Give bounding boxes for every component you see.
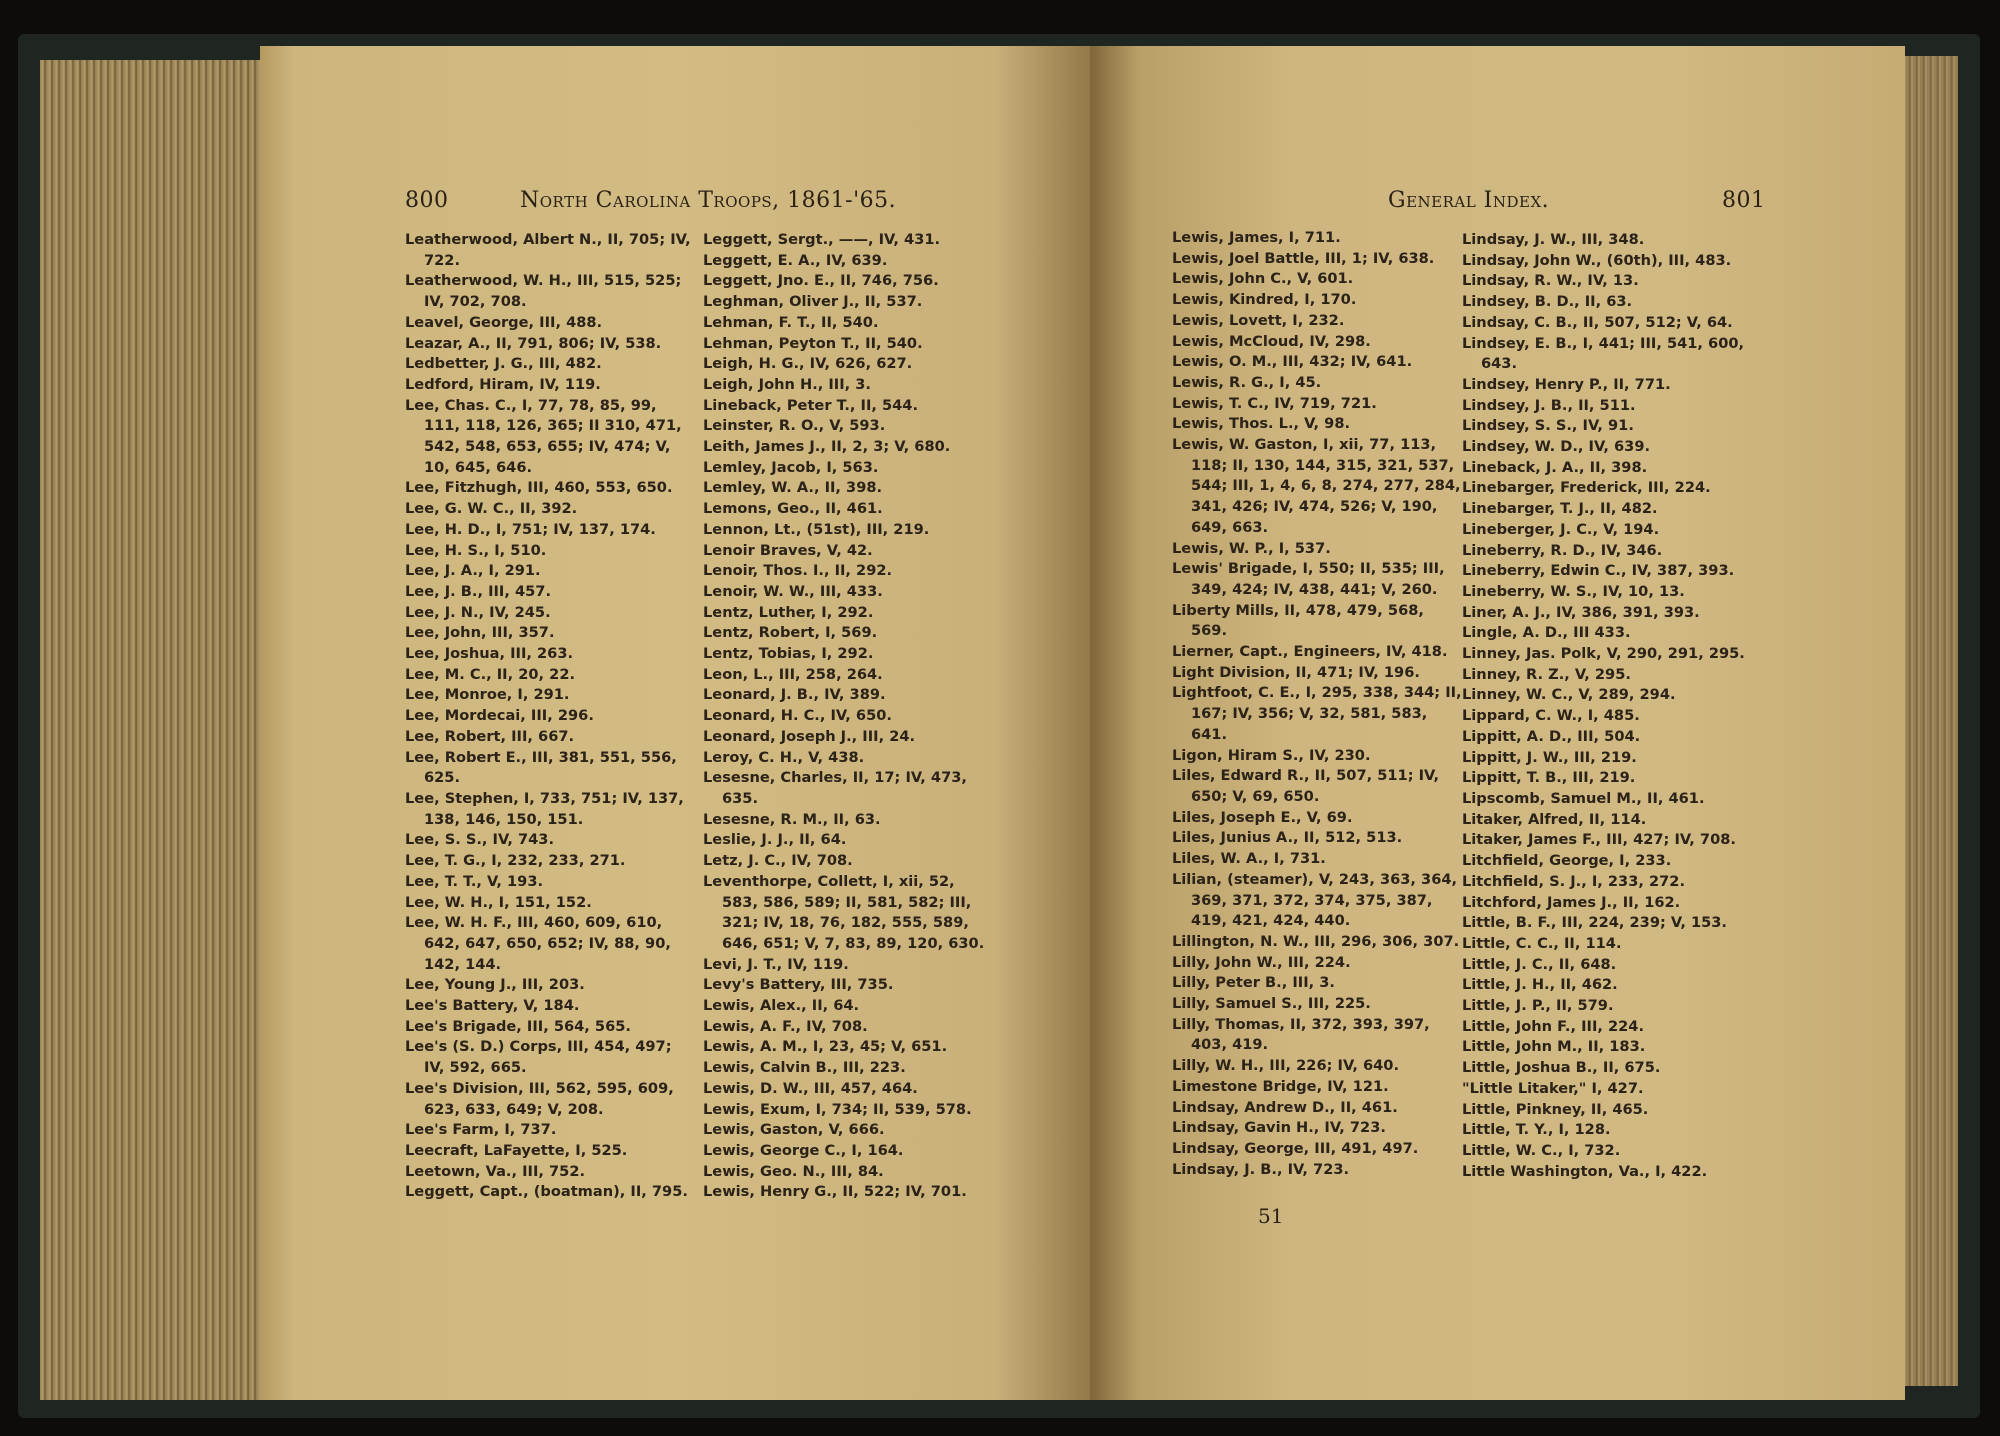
index-entry: Litaker, James F., III, 427; IV, 708. [1462,831,1736,849]
index-entry: Lewis, John C., V, 601. [1172,270,1354,288]
index-entry: Lindsay, Andrew D., II, 461. [1172,1098,1398,1116]
index-entry: Lindsay, Gavin H., IV, 723. [1172,1119,1386,1137]
index-entry: Lentz, Luther, I, 292. [703,603,874,621]
index-entry: Lilly, W. H., III, 226; IV, 640. [1172,1057,1399,1075]
index-entry: Lee, H. S., I, 510. [405,541,547,559]
index-entry: Liles, Edward R., II, 507, 511; IV, 650; V, 69, 650. [1172,767,1439,805]
index-entry: Little, B. F., III, 224, 239; V, 153. [1462,914,1727,932]
right-page-column-1 [1172,228,1462,1180]
index-entry: Lee, Joshua, III, 263. [405,645,574,663]
index-entry: Lewis, Thos. L., V, 98. [1172,415,1351,433]
index-entry: Leonard, H. C., IV, 650. [703,707,892,725]
left-page-number: 800 [405,188,449,213]
index-entry: Leggett, E. A., IV, 639. [703,251,888,269]
index-entry: Lewis, Geo. N., III, 84. [703,1162,884,1180]
index-entry: Levy's Battery, III, 735. [703,976,894,994]
index-entry: Leecraft, LaFayette, I, 525. [405,1141,628,1159]
index-entry: Lindsay, J. B., IV, 723. [1172,1160,1350,1178]
index-entry: Linney, Jas. Polk, V, 290, 291, 295. [1462,645,1745,663]
index-entry: "Little Litaker," I, 427. [1462,1079,1644,1097]
index-entry: Lee, J. A., I, 291. [405,562,541,580]
index-entry: Lee, John, III, 357. [405,624,555,642]
left-page-column-1 [405,230,695,1203]
index-entry: Little, T. Y., I, 128. [1462,1121,1611,1139]
index-entry: Lilian, (steamer), V, 243, 363, 364, 369, 371, 372, 374, 375, 387, 419, 421, 424, 440. [1172,870,1458,930]
index-entry: Lewis, W. P., I, 537. [1172,539,1331,557]
index-entry: Lindsay, John W., (60th), III, 483. [1462,251,1732,269]
index-entry: Little, Joshua B., II, 675. [1462,1059,1661,1077]
index-entry: Letz, J. C., IV, 708. [703,852,853,870]
index-entry: Little, J. P., II, 579. [1462,997,1614,1015]
index-entry: Lillington, N. W., III, 296, 306, 307. [1172,932,1460,950]
index-entry: Lewis, Joel Battle, III, 1; IV, 638. [1172,249,1435,267]
index-entry: Lee, H. D., I, 751; IV, 137, 174. [405,520,656,538]
index-entry: Little, J. C., II, 648. [1462,955,1617,973]
index-entry: Lingle, A. D., III 433. [1462,624,1631,642]
index-entry: Little, Pinkney, II, 465. [1462,1100,1649,1118]
index-entry: Linebarger, Frederick, III, 224. [1462,479,1711,497]
index-entry: Lemley, W. A., II, 398. [703,479,883,497]
index-entry: Lehman, Peyton T., II, 540. [703,334,923,352]
index-entry: Lewis, George C., I, 164. [703,1141,904,1159]
index-entry: Lewis, Alex., II, 64. [703,997,860,1015]
index-entry: Lemons, Geo., II, 461. [703,500,883,518]
index-entry: Leith, James J., II, 2, 3; V, 680. [703,438,951,456]
index-entry: Lenoir, Thos. I., II, 292. [703,562,893,580]
index-entry: Ledford, Hiram, IV, 119. [405,375,601,393]
index-entry: Lindsay, J. W., III, 348. [1462,231,1645,248]
index-entry: Lee's Farm, I, 737. [405,1121,557,1139]
index-entry: Little, John F., III, 224. [1462,1017,1645,1035]
index-entry: Leroy, C. H., V, 438. [703,748,865,766]
index-entry: Lee, J. N., IV, 245. [405,603,551,621]
index-entry: Lewis, D. W., III, 457, 464. [703,1079,918,1097]
index-entry: Lee, G. W. C., II, 392. [405,500,578,518]
index-entry: Linney, W. C., V, 289, 294. [1462,686,1676,704]
index-entry: Lee, Fitzhugh, III, 460, 553, 650. [405,479,673,497]
index-entry: Lindsay, C. B., II, 507, 512; V, 64. [1462,313,1733,331]
index-entry: Lesesne, Charles, II, 17; IV, 473, 635. [703,769,967,807]
index-entry: Lineberry, W. S., IV, 10, 13. [1462,582,1685,600]
right-running-title: General Index. [1388,188,1550,213]
index-entry: Lineberry, R. D., IV, 346. [1462,541,1663,559]
index-entry: Lewis, Lovett, I, 232. [1172,311,1345,329]
index-entry: Leigh, H. G., IV, 626, 627. [703,355,913,373]
index-entry: Lippard, C. W., I, 485. [1462,707,1640,725]
index-entry: Lewis, Gaston, V, 666. [703,1121,885,1139]
index-entry: Lineback, J. A., II, 398. [1462,458,1648,476]
index-entry: Lewis, W. Gaston, I, xii, 77, 113, 118; II, 130, 144, 315, 321, 537, 544; III, 1, 4, 6, 8, 274, 277, 284, 341, 426; IV, 474, 526; V, 190, 649, 663. [1172,436,1461,536]
index-entry: Lipscomb, Samuel M., II, 461. [1462,789,1705,807]
index-entry: Lentz, Tobias, I, 292. [703,645,874,663]
index-entry: Liles, Junius A., II, 512, 513. [1172,829,1403,847]
index-entry: Lindsey, E. B., I, 441; III, 541, 600, 643. [1462,334,1745,373]
left-page-edges [40,60,262,1400]
index-entry: Lilly, John W., III, 224. [1172,953,1351,971]
index-entry: Liberty Mills, II, 478, 479, 568, 569. [1172,601,1424,640]
index-entry: Lindsay, R. W., IV, 13. [1462,272,1639,290]
index-entry: Little, W. C., I, 732. [1462,1141,1621,1159]
right-page-column-2 [1462,230,1752,1182]
index-entry: Little Washington, Va., I, 422. [1462,1162,1708,1180]
index-entry: Lewis, Exum, I, 734; II, 539, 578. [703,1100,972,1118]
index-entry: Lindsey, B. D., II, 63. [1462,293,1633,311]
index-entry: Lightfoot, C. E., I, 295, 338, 344; II, 167; IV, 356; V, 32, 581, 583, 641. [1172,684,1462,743]
index-entry: Lewis, Calvin B., III, 223. [703,1059,906,1077]
index-entry: Lewis, Kindred, I, 170. [1172,291,1357,309]
right-page-edges [1900,56,1958,1386]
index-entry: Leatherwood, W. H., III, 515, 525; IV, 702, 708. [405,272,682,311]
index-entry: Lee, Stephen, I, 733, 751; IV, 137, 138, 146, 150, 151. [405,789,684,828]
index-entry: Lenoir Braves, V, 42. [703,541,873,559]
index-entry: Levi, J. T., IV, 119. [703,955,849,973]
index-entry: Lippitt, A. D., III, 504. [1462,727,1641,745]
index-entry: Leslie, J. J., II, 64. [703,831,847,849]
index-entry: Leigh, John H., III, 3. [703,375,871,393]
index-entry: Lee, Young J., III, 203. [405,976,585,994]
index-entry: Litchford, James J., II, 162. [1462,893,1681,911]
index-entry: Lee's (S. D.) Corps, III, 454, 497; IV, 592, 665. [405,1038,672,1077]
index-entry: Leggett, Sergt., ——, IV, 431. [703,231,941,248]
index-entry: Ledbetter, J. G., III, 482. [405,355,602,373]
index-entry: Lee, W. H. F., III, 460, 609, 610, 642, 647, 650, 652; IV, 88, 90, 142, 144. [405,914,671,973]
index-entry: Lee, S. S., IV, 743. [405,831,555,849]
index-entry: Lee, W. H., I, 151, 152. [405,893,592,911]
index-entry: Liles, Joseph E., V, 69. [1172,808,1353,826]
index-entry: Lewis, A. M., I, 23, 45; V, 651. [703,1038,948,1056]
index-entry: Leetown, Va., III, 752. [405,1162,586,1180]
index-entry: Lee's Division, III, 562, 595, 609, 623, 633, 649; V, 208. [405,1079,674,1118]
left-running-title: North Carolina Troops, 1861-'65. [520,188,897,213]
index-entry: Lewis, T. C., IV, 719, 721. [1172,394,1377,412]
index-entry: Linney, R. Z., V, 295. [1462,665,1631,683]
index-entry: Litchfield, S. J., I, 233, 272. [1462,872,1685,890]
index-entry: Lemley, Jacob, I, 563. [703,458,879,476]
index-entry: Lewis, R. G., I, 45. [1172,373,1322,391]
index-entry: Little, C. C., II, 114. [1462,934,1622,952]
index-entry: Lippitt, J. W., III, 219. [1462,748,1637,766]
index-entry: Little, John M., II, 183. [1462,1038,1646,1056]
index-entry: Lippitt, T. B., III, 219. [1462,769,1636,787]
index-entry: Lee, M. C., II, 20, 22. [405,665,576,683]
index-entry: Lindsey, J. B., II, 511. [1462,396,1636,414]
index-entry: Leonard, Joseph J., III, 24. [703,727,916,745]
index-entry: Lierner, Capt., Engineers, IV, 418. [1172,643,1448,661]
index-entry: Leventhorpe, Collett, I, xii, 52, 583, 586, 589; II, 581, 582; III, 321; IV, 18, 76, 182, 555, 589, 646, 651; V, 7, 83, 89, 120, 630. [703,872,985,952]
index-entry: Leghman, Oliver J., II, 537. [703,293,923,311]
index-entry: Lewis, McCloud, IV, 298. [1172,332,1371,350]
index-entry: Lewis, A. F., IV, 708. [703,1017,868,1035]
index-entry: Leon, L., III, 258, 264. [703,665,883,683]
index-entry: Linebarger, T. J., II, 482. [1462,500,1658,518]
index-entry: Lehman, F. T., II, 540. [703,313,879,331]
index-entry: Lewis, O. M., III, 432; IV, 641. [1172,353,1413,371]
index-entry: Leggett, Jno. E., II, 746, 756. [703,272,939,290]
index-entry: Lineberry, Edwin C., IV, 387, 393. [1462,562,1735,580]
index-entry: Lindsey, W. D., IV, 639. [1462,438,1651,456]
index-entry: Lewis, Henry G., II, 522; IV, 701. [703,1183,967,1201]
index-entry: Lineberger, J. C., V, 194. [1462,520,1660,538]
index-entry: Limestone Bridge, IV, 121. [1172,1077,1389,1095]
index-entry: Lindsey, S. S., IV, 91. [1462,417,1634,435]
right-page-number: 801 [1722,188,1766,213]
signature-mark: 51 [1258,1204,1284,1228]
index-entry: Lee, J. B., III, 457. [405,582,551,600]
index-entry: Lindsay, George, III, 491, 497. [1172,1139,1419,1157]
index-entry: Litchfield, George, I, 233. [1462,852,1672,870]
index-entry: Leggett, Capt., (boatman), II, 795. [405,1183,688,1201]
left-page-column-2 [703,230,993,1203]
index-entry: Lee, Chas. C., I, 77, 78, 85, 99, 111, 118, 126, 365; II 310, 471, 542, 548, 653, 655; IV, 474; V, 10, 645, 646. [405,396,682,476]
index-entry: Leonard, J. B., IV, 389. [703,686,886,704]
index-entry: Light Division, II, 471; IV, 196. [1172,663,1420,681]
index-entry: Lineback, Peter T., II, 544. [703,396,919,414]
index-entry: Leatherwood, Albert N., II, 705; IV, 722. [405,231,691,269]
index-entry: Lesesne, R. M., II, 63. [703,810,881,828]
index-entry: Leinster, R. O., V, 593. [703,417,886,435]
index-entry: Litaker, Alfred, II, 114. [1462,810,1647,828]
index-entry: Lee, Robert E., III, 381, 551, 556, 625. [405,748,677,787]
index-entry: Lennon, Lt., (51st), III, 219. [703,520,930,538]
index-entry: Lee, Mordecai, III, 296. [405,707,594,725]
index-entry: Lenoir, W. W., III, 433. [703,582,883,600]
index-entry: Lee, Robert, III, 667. [405,727,575,745]
index-entry: Lewis' Brigade, I, 550; II, 535; III, 349, 424; IV, 438, 441; V, 260. [1172,560,1445,598]
index-entry: Liner, A. J., IV, 386, 391, 393. [1462,603,1700,621]
index-entry: Lewis, James, I, 711. [1172,229,1341,246]
index-entry: Lindsey, Henry P., II, 771. [1462,375,1671,393]
index-entry: Lilly, Samuel S., III, 225. [1172,995,1371,1013]
index-entry: Leavel, George, III, 488. [405,313,603,331]
index-entry: Lee's Brigade, III, 564, 565. [405,1017,631,1035]
index-entry: Lee, Monroe, I, 291. [405,686,570,704]
index-entry: Lilly, Thomas, II, 372, 393, 397, 403, 419. [1172,1015,1430,1054]
index-entry: Lee's Battery, V, 184. [405,997,580,1015]
index-entry: Ligon, Hiram S., IV, 230. [1172,746,1371,764]
index-entry: Lee, T. G., I, 232, 233, 271. [405,852,626,870]
index-entry: Lentz, Robert, I, 569. [703,624,878,642]
index-entry: Liles, W. A., I, 731. [1172,850,1326,868]
index-entry: Lee, T. T., V, 193. [405,872,544,890]
index-entry: Little, J. H., II, 462. [1462,976,1618,994]
index-entry: Lilly, Peter B., III, 3. [1172,974,1335,992]
index-entry: Leazar, A., II, 791, 806; IV, 538. [405,334,662,352]
